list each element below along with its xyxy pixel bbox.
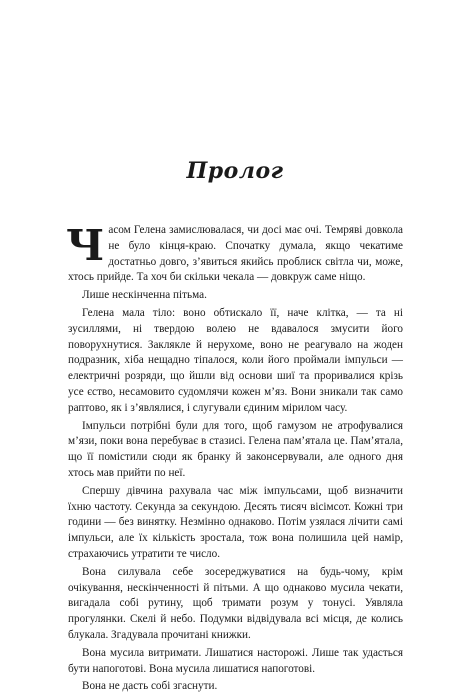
chapter-title: Пролог (186, 158, 284, 184)
paragraph: Вона мусила витримати. Лишатися насторожі. Лише так удасться бути напоготові. Вона мусила лишатися напоготові. (68, 646, 403, 675)
paragraph: Імпульси потрібні були для того, щоб гамузом не атрофувалися м’язи, поки вона перебуває в стазисі. Гелена пам’ятала це. Пам’ятала, що її помістили сюди як бранку й законсервували, але одного дня хтось мав прийти по неї. (68, 419, 403, 479)
paragraph-text: асом Гелена замислювалася, чи досі має очі. Темряві довкола не було кінця-краю. Спочатку думала, якщо чекатиме достатньо довго, з’явиться якийсь проблиск світла чи, може, хтось прийде. Та хоч би скільки чекала — довкруж саме ніщо. (68, 224, 403, 284)
paragraph: Вона не дасть собі згаснути. (82, 680, 218, 693)
chapter-text (68, 223, 403, 697)
paragraph: Лише нескінченна пітьма. (82, 289, 207, 302)
paragraph: Спершу дівчина рахувала час між імпульсами, щоб визначити їхню частоту. Секунда за секундою. Десять тисяч вісімсот. Кожні три години — без винятку. Незмінно однаково. Потім узялася лічити самі імпульси, але їх кількість зростала, тож вона полишила цей намір, страхаючись утратити те число. (68, 484, 403, 560)
paragraph (68, 223, 403, 286)
paragraph: Вона силувала себе зосереджуватися на будь-чому, крім очікування, нескінченності й пітьми. А що однаково мусила чекати, вигадала собі рутину, щоб тримати розум у тонусі. Уявляла прогулянки. Скелі й небо. Подумки відвідувала всі місця, де колись блукала. Згадувала прочитані книжки. (68, 565, 403, 641)
paragraph: Гелена мала тіло: воно обтискало її, наче клітка, — та ні зусиллями, ні твердою волею не вдавалося змусити його поворухнутися. Заклякле й нерухоме, воно не реагувало на жоден подразник, хіба нещадно тіпалося, коли його проймали імпульси — електричні розряди, що йшли від основи шиї та проривалися крізь усе єство, несамовито судомлячи кожен м’яз. Вони зникали так само раптово, як і з’являлися, і слугували єдиним мірилом часу. (68, 306, 403, 414)
drop-cap: Ч (66, 221, 105, 270)
